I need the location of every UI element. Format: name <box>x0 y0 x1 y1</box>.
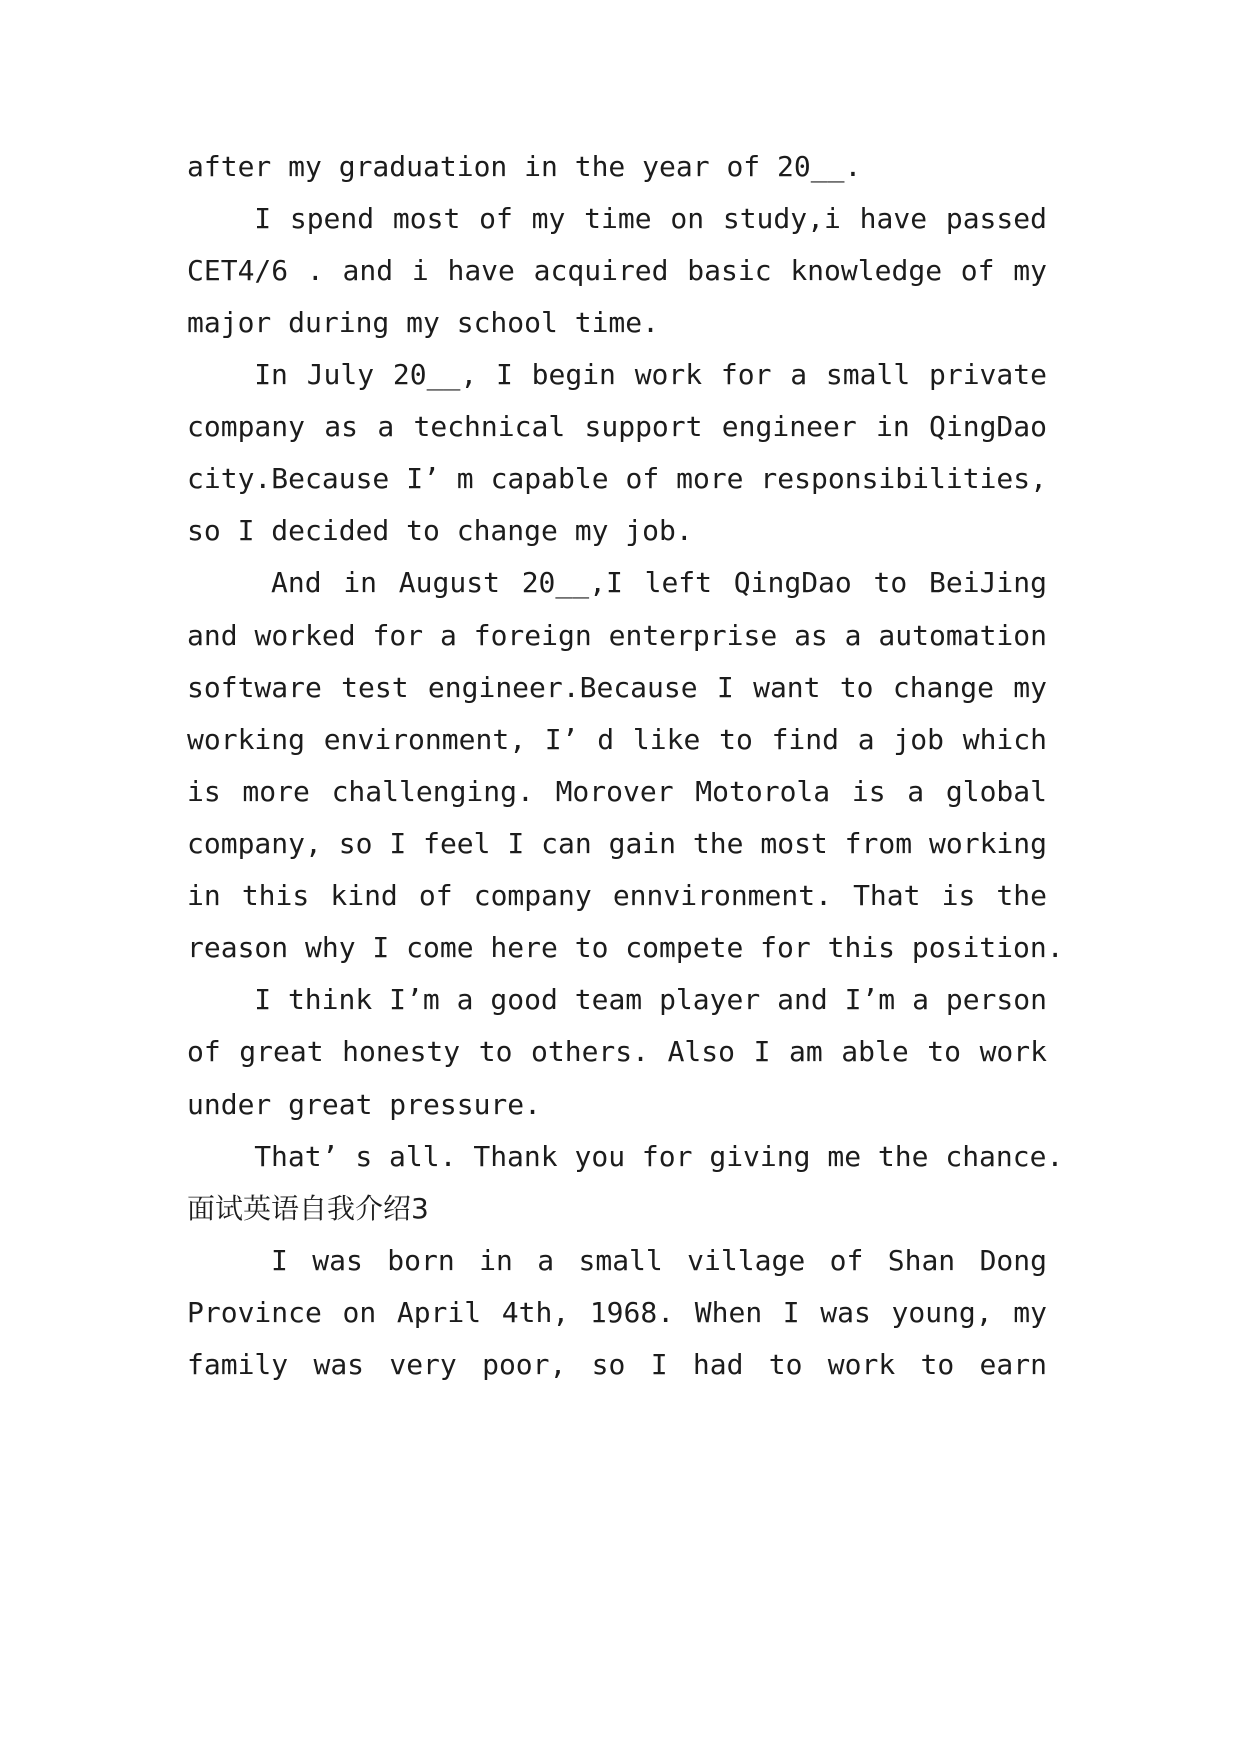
text-line-13: is more challenging. Morover Motorola is a global <box>187 775 1047 808</box>
text-line-10: and worked for a foreign enterprise as a automation <box>187 619 1047 652</box>
text-line-22: I was born in a small village of Shan Dong <box>271 1244 1047 1277</box>
text-line-12: working environment, I’ d like to find a job which <box>187 723 1047 756</box>
text-line-3: CET4/6 . and i have acquired basic knowledge of my <box>187 254 1047 287</box>
text-line-17: I think I’m a good team player and I’m a person <box>254 983 1047 1016</box>
text-line-9: And in August 20__,I left QingDao to BeiJing <box>271 566 1047 599</box>
text-line-5: In July 20__, I begin work for a small private <box>254 358 1047 391</box>
text-line-20: That’ s all. Thank you for giving me the chance. <box>254 1140 1064 1173</box>
text-line-8: so I decided to change my job. <box>187 514 693 547</box>
text-line-15: in this kind of company ennvironment. That is the <box>187 879 1047 912</box>
text-line-19: under great pressure. <box>187 1088 542 1121</box>
text-line-6: company as a technical support engineer in QingDao <box>187 410 1047 443</box>
text-line-14: company, so I feel I can gain the most from working <box>187 827 1047 860</box>
text-line-4: major during my school time. <box>187 306 660 339</box>
text-line-23: Province on April 4th, 1968. When I was young, my <box>187 1296 1047 1329</box>
text-line-2: I spend most of my time on study,i have passed <box>254 202 1047 235</box>
text-line-11: software test engineer.Because I want to change my <box>187 671 1047 704</box>
text-line-18: of great honesty to others. Also I am able to work <box>187 1035 1047 1068</box>
text-line-1: after my graduation in the year of 20__. <box>187 150 862 183</box>
text-line-7: city.Because I’ m capable of more responsibilities, <box>187 462 1047 495</box>
text-line-24: family was very poor, so I had to work to earn <box>187 1348 1047 1381</box>
text-line-16: reason why I come here to compete for this position. <box>187 931 1064 964</box>
section-heading: 面试英语自我介绍3 <box>187 1192 429 1225</box>
